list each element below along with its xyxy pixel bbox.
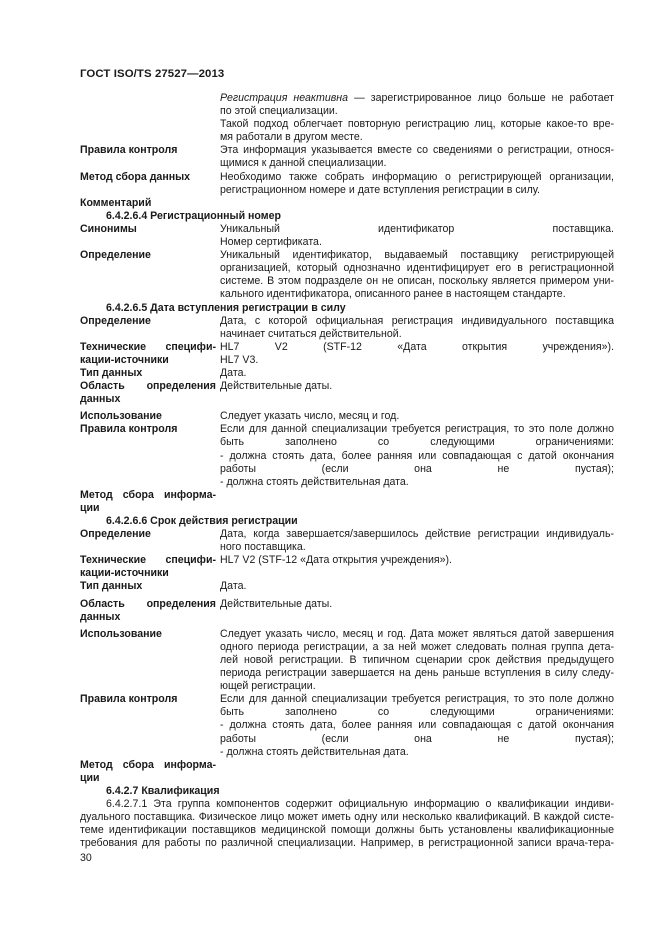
text-line: - должна стоять дата, более ранняя или совпадающая с датой окончания	[220, 449, 614, 462]
field-label-line: Технические специфи-	[80, 554, 216, 567]
field-row	[80, 315, 614, 341]
field-label	[80, 598, 220, 624]
field-label-line: Тип данных	[80, 366, 143, 379]
field-label-line: Правила контроля	[80, 423, 178, 436]
field-label-line: Определение	[80, 314, 151, 327]
field-row	[80, 598, 614, 624]
field-row	[80, 341, 614, 367]
field-label-line: Метод сбора информа-	[80, 758, 216, 771]
text-line: Дата, когда завершается/завершилось действие регистрации индивидуаль-	[220, 528, 614, 541]
section-heading: 6.4.2.6.6 Срок действия регистрации	[106, 515, 298, 527]
field-label-line: Область определения	[80, 597, 216, 610]
field-row	[80, 171, 614, 197]
field-label	[80, 171, 220, 197]
text-line: мя работали в другом месте.	[220, 131, 363, 144]
field-value	[220, 693, 614, 758]
field-label-line: Определение	[80, 249, 151, 262]
field-group-c	[80, 315, 614, 515]
field-label	[80, 423, 220, 488]
text-line: Дата, с которой официальная регистрация индивидуального поставщика	[220, 314, 614, 327]
text-line: работы (если она не пустая);	[220, 732, 614, 745]
text-line: Действительные даты.	[220, 380, 333, 393]
text-line: Регистрация неактивна — зарегистрированное лицо больше не работает	[220, 92, 614, 104]
field-label	[80, 341, 220, 367]
text-line: организацией, который однозначно идентифицирует его в регистрационной	[220, 262, 614, 275]
field-label	[80, 628, 220, 693]
field-value	[220, 380, 614, 406]
text-line: Действительные даты.	[220, 597, 333, 610]
field-label	[80, 528, 220, 554]
field-row	[80, 423, 614, 488]
text-line: одного периода регистрации, а за ней может следовать полная группа дета-	[220, 640, 614, 653]
text-line: периода регистрации завершается на день раньше вступления в силу следу-	[220, 667, 614, 680]
text-line: регистрационном номере и дате вступления регистрации в силу.	[220, 183, 540, 196]
text-line: Уникальный идентификатор поставщика.	[220, 222, 614, 235]
field-value	[220, 223, 614, 249]
field-value	[220, 367, 614, 380]
text-line: 6.4.2.7.1 Эта группа компонентов содержит официальную информацию о квалификации индиви-	[106, 797, 614, 810]
field-row	[80, 554, 614, 580]
text-line: начинает считаться действительной.	[220, 327, 402, 340]
field-value	[220, 341, 614, 367]
field-group-b	[80, 223, 614, 302]
text-line: Если для данной специализации требуется регистрация, то это поле должно	[220, 693, 614, 706]
field-row	[80, 223, 614, 249]
text-line: - должна стоять дата, более ранняя или совпадающая с датой окончания	[220, 719, 614, 732]
field-value	[220, 528, 614, 554]
field-label	[80, 554, 220, 580]
text-line: требования для работы по различной специализации. Например, в регистрационной записи врача-тера-	[80, 837, 614, 850]
field-label	[80, 367, 220, 380]
field-label	[80, 223, 220, 249]
field-value	[220, 598, 614, 624]
field-value	[220, 759, 614, 785]
text-line: HL7 V2 (STF-12 «Дата открытия учреждения»).	[220, 340, 614, 353]
text-line: щимися к данной специализации.	[220, 157, 387, 170]
text-line: Уникальный идентификатор, выдаваемый поставщику регистрирующей	[220, 249, 614, 262]
field-row	[80, 693, 614, 758]
text-line: ющей регистрации.	[220, 680, 316, 693]
field-group-d	[80, 528, 614, 785]
field-value	[220, 197, 614, 210]
field-value	[220, 171, 614, 197]
field-value	[220, 554, 614, 580]
field-label-line: ции	[80, 771, 100, 784]
field-row	[80, 580, 614, 593]
text-line: лей новой регистрации. В типичном сценарии срок действия предыдущего	[220, 653, 614, 666]
field-label	[80, 249, 220, 301]
field-row	[80, 367, 614, 380]
section-heading: 6.4.2.6.4 Регистрационный номер	[106, 209, 281, 222]
field-label-line: Определение	[80, 528, 151, 541]
field-label-line: Тип данных	[80, 580, 143, 593]
text-line: системе. В этом подразделе он не описан, поскольку является примером уни-	[220, 275, 614, 288]
field-label	[80, 380, 220, 406]
text-line: дуального поставщика. Физическое лицо может иметь одну или несколько квалификаций. В каждой систе-	[80, 811, 614, 824]
field-row	[80, 628, 614, 693]
field-label-line: Синонимы	[80, 222, 137, 235]
field-label-line: ции	[80, 501, 100, 514]
field-row	[80, 249, 614, 301]
text-line: кального идентификатора, описанного ранее в настоящем стандарте.	[220, 288, 566, 301]
field-label-line: Метод сбора данных	[80, 170, 191, 183]
field-label-line: Использование	[80, 410, 162, 423]
text-line: теме идентификации поставщиков медицинской помощи должны быть установлены квалификационные	[80, 824, 614, 837]
field-group-a	[80, 144, 614, 209]
section-heading: 6.4.2.6.5 Дата вступления регистрации в силу	[106, 301, 346, 314]
field-label-line: Область определения	[80, 380, 216, 393]
text-line: Дата.	[220, 366, 247, 379]
text-line: Такой подход облегчает повторную регистрацию лиц, которые какое-то вре-	[220, 118, 614, 131]
text-line: Дата.	[220, 580, 247, 593]
text-line: быть заполнено со следующими ограничениями:	[220, 706, 614, 719]
text-line: HL7 V2 (STF-12 «Дата открытия учреждения»).	[220, 554, 452, 567]
section-heading: 6.4.2.7 Квалификация	[106, 784, 220, 797]
field-label-line: Технические специфи-	[80, 340, 216, 353]
field-label	[80, 410, 220, 423]
field-value	[220, 144, 614, 170]
text-line: Следует указать число, месяц и год. Дата может являться датой завершения	[220, 627, 614, 640]
field-row	[80, 489, 614, 515]
field-row	[80, 528, 614, 554]
text-line: ного поставщика.	[220, 541, 306, 554]
field-value	[220, 249, 614, 301]
page-number: 30	[80, 852, 92, 864]
field-row	[80, 144, 614, 170]
field-label	[80, 197, 220, 210]
text-line: HL7 V3.	[220, 353, 259, 366]
paragraph	[80, 798, 614, 850]
field-value	[220, 315, 614, 341]
field-value	[220, 410, 614, 423]
field-label	[80, 489, 220, 515]
text-line: Следует указать число, месяц и год.	[220, 410, 400, 423]
field-value	[220, 628, 614, 693]
field-label	[80, 759, 220, 785]
field-row	[80, 197, 614, 210]
field-label-line: Правила контроля	[80, 144, 178, 157]
text-line: - должна стоять действительная дата.	[220, 745, 409, 758]
field-label	[80, 580, 220, 593]
field-label-line: Метод сбора информа-	[80, 488, 216, 501]
field-row	[80, 380, 614, 406]
field-label-line: данных	[80, 610, 121, 623]
field-value	[220, 580, 614, 593]
text-line: по этой специализации.	[220, 105, 338, 118]
text-line: Если для данной специализации требуется регистрация, то это поле должно	[220, 423, 614, 436]
text-line: Необходимо также собрать информацию о регистрирующей организации,	[220, 170, 614, 183]
text-line: работы (если она не пустая);	[220, 462, 614, 475]
field-label-line: данных	[80, 393, 121, 406]
field-row	[80, 410, 614, 423]
field-value	[220, 489, 614, 515]
continuation-block	[80, 92, 614, 144]
field-value	[220, 423, 614, 488]
document-header: ГОСТ ISO/TS 27527—2013	[80, 68, 225, 80]
text-line: - должна стоять действительная дата.	[220, 475, 409, 488]
text-line: Номер сертификата.	[220, 236, 322, 249]
text-line: Эта информация указывается вместе со сведениями о регистрации, относя-	[220, 144, 614, 157]
field-label-line: Правила контроля	[80, 693, 178, 706]
field-label-line: Комментарий	[80, 196, 152, 209]
field-row	[80, 759, 614, 785]
field-label	[80, 315, 220, 341]
field-label-line: кации-источники	[80, 353, 169, 366]
document-body	[80, 92, 614, 850]
field-label-line: кации-источники	[80, 567, 169, 580]
field-label	[80, 144, 220, 170]
field-label-line: Использование	[80, 627, 162, 640]
text-line: быть заполнено со следующими ограничениями:	[220, 436, 614, 449]
field-label	[80, 693, 220, 758]
